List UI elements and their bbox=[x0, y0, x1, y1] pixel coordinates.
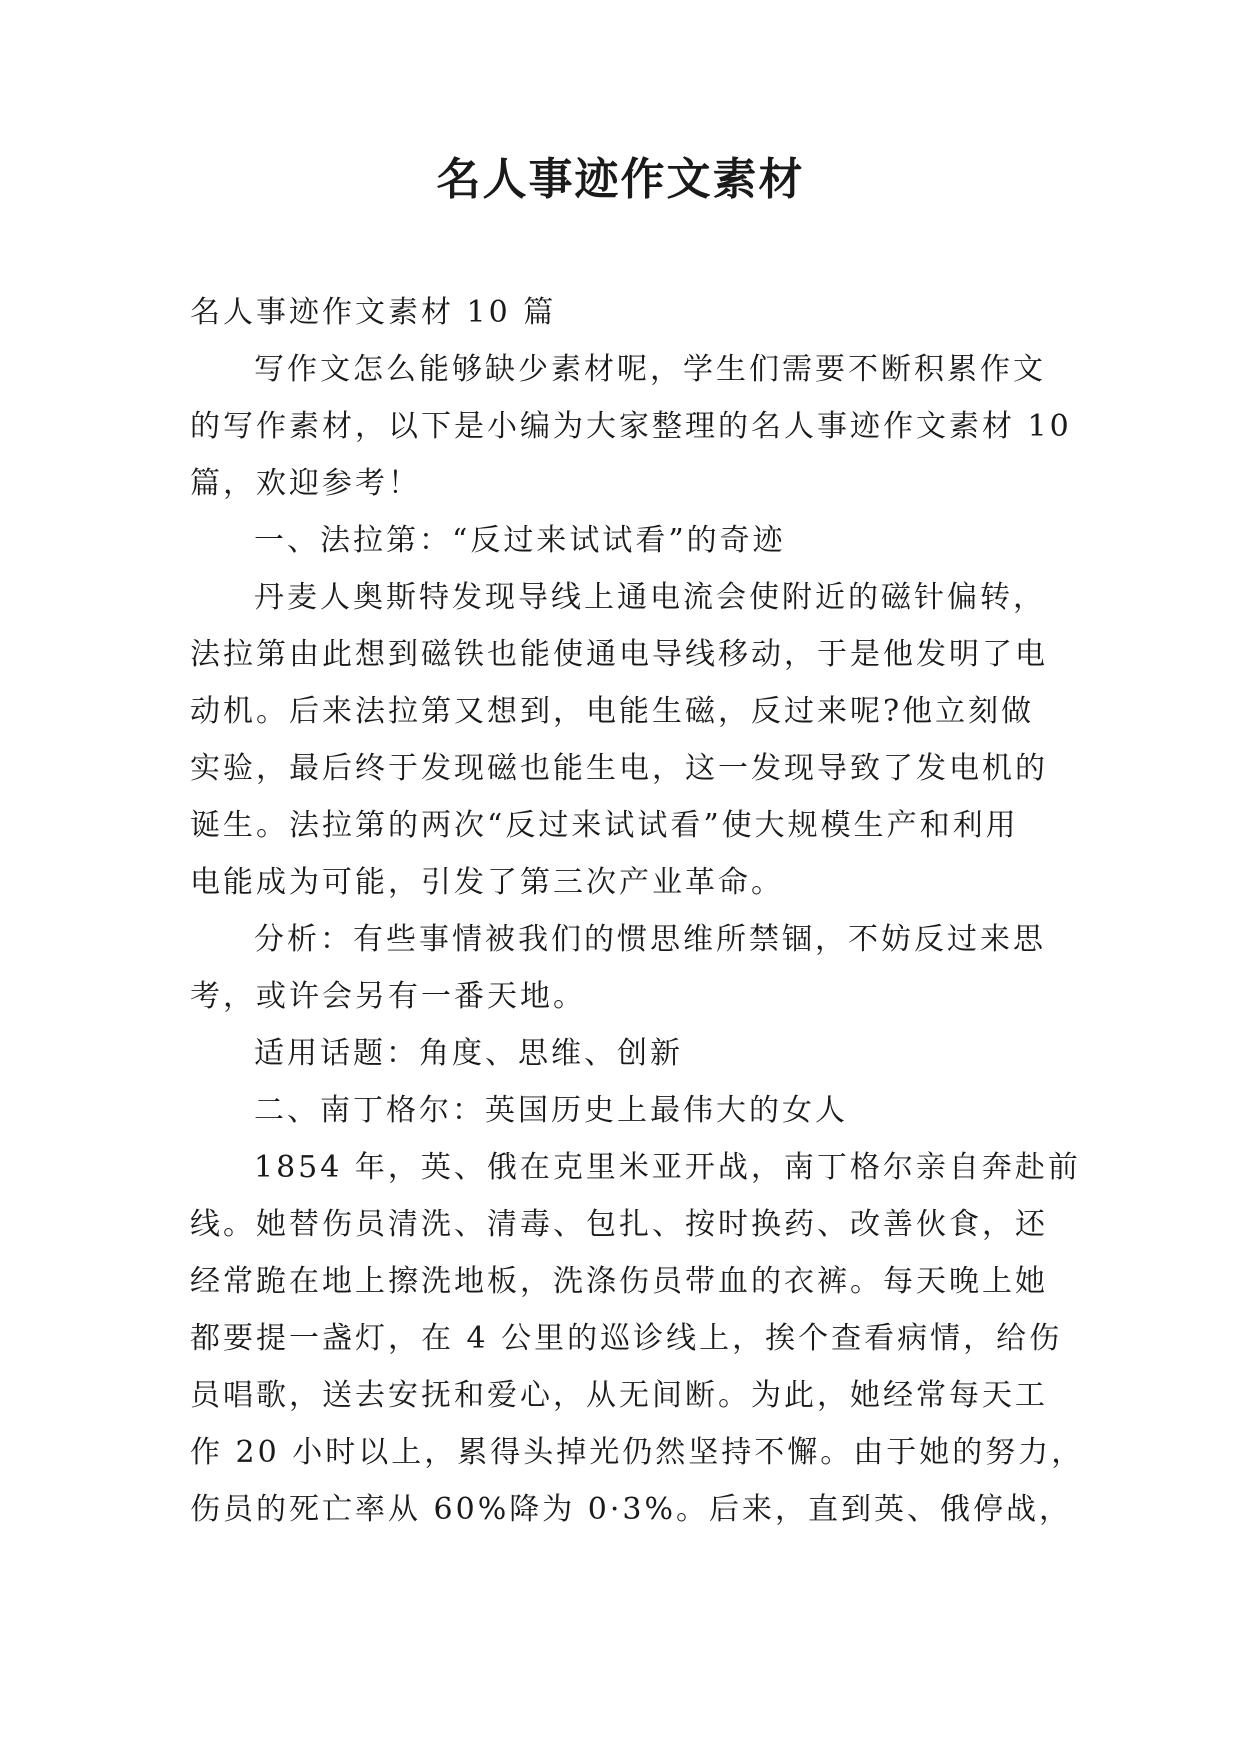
text-line: 篇，欢迎参考！ bbox=[190, 466, 421, 501]
text-line: 作 20 小时以上，累得头掉光仍然坚持不懈。由于她的努力， bbox=[190, 1435, 1085, 1470]
document-body bbox=[190, 284, 1085, 1538]
text-line: 实验，最后终于发现磁也能生电，这一发现导致了发电机的 bbox=[190, 751, 1048, 786]
text-line: 动机。后来法拉第又想到，电能生磁，反过来呢?他立刻做 bbox=[190, 694, 1035, 729]
text-line: 一、法拉第：“反过来试试看”的奇迹 bbox=[254, 523, 786, 558]
text-line: 员唱歌，送去安抚和爱心，从无间断。为此，她经常每天工 bbox=[190, 1378, 1048, 1413]
text-line: 写作文怎么能够缺少素材呢，学生们需要不断积累作文 bbox=[254, 352, 1046, 387]
text-line: 电能成为可能，引发了第三次产业革命。 bbox=[190, 865, 784, 900]
text-line: 适用话题：角度、思维、创新 bbox=[254, 1036, 683, 1071]
text-line: 丹麦人奥斯特发现导线上通电流会使附近的磁针偏转， bbox=[254, 580, 1046, 615]
text-line: 考，或许会另有一番天地。 bbox=[190, 979, 586, 1014]
text-line: 法拉第由此想到磁铁也能使通电导线移动，于是他发明了电 bbox=[190, 637, 1048, 672]
document-title: 名人事迹作文素材 bbox=[436, 154, 805, 205]
text-line: 名人事迹作文素材 10 篇 bbox=[190, 295, 557, 330]
text-line: 诞生。法拉第的两次“反过来试试看”使大规模生产和利用 bbox=[190, 808, 1019, 843]
text-line: 伤员的死亡率从 60%降为 0·3%。后来，直到英、俄停战， bbox=[190, 1492, 1072, 1527]
text-line: 的写作素材，以下是小编为大家整理的名人事迹作文素材 10 bbox=[190, 409, 1072, 444]
text-line: 二、南丁格尔：英国历史上最伟大的女人 bbox=[254, 1093, 848, 1128]
text-line: 经常跪在地上擦洗地板，洗涤伤员带血的衣裤。每天晚上她 bbox=[190, 1264, 1048, 1299]
text-line: 分析：有些事情被我们的惯思维所禁锢，不妨反过来思 bbox=[254, 922, 1046, 957]
text-line: 都要提一盏灯，在 4 公里的巡诊线上，挨个查看病情，给伤 bbox=[190, 1321, 1063, 1356]
text-line: 线。她替伤员清洗、清毒、包扎、按时换药、改善伙食，还 bbox=[190, 1207, 1048, 1242]
text-line: 1854 年，英、俄在克里米亚开战，南丁格尔亲自奔赴前 bbox=[254, 1150, 1081, 1185]
